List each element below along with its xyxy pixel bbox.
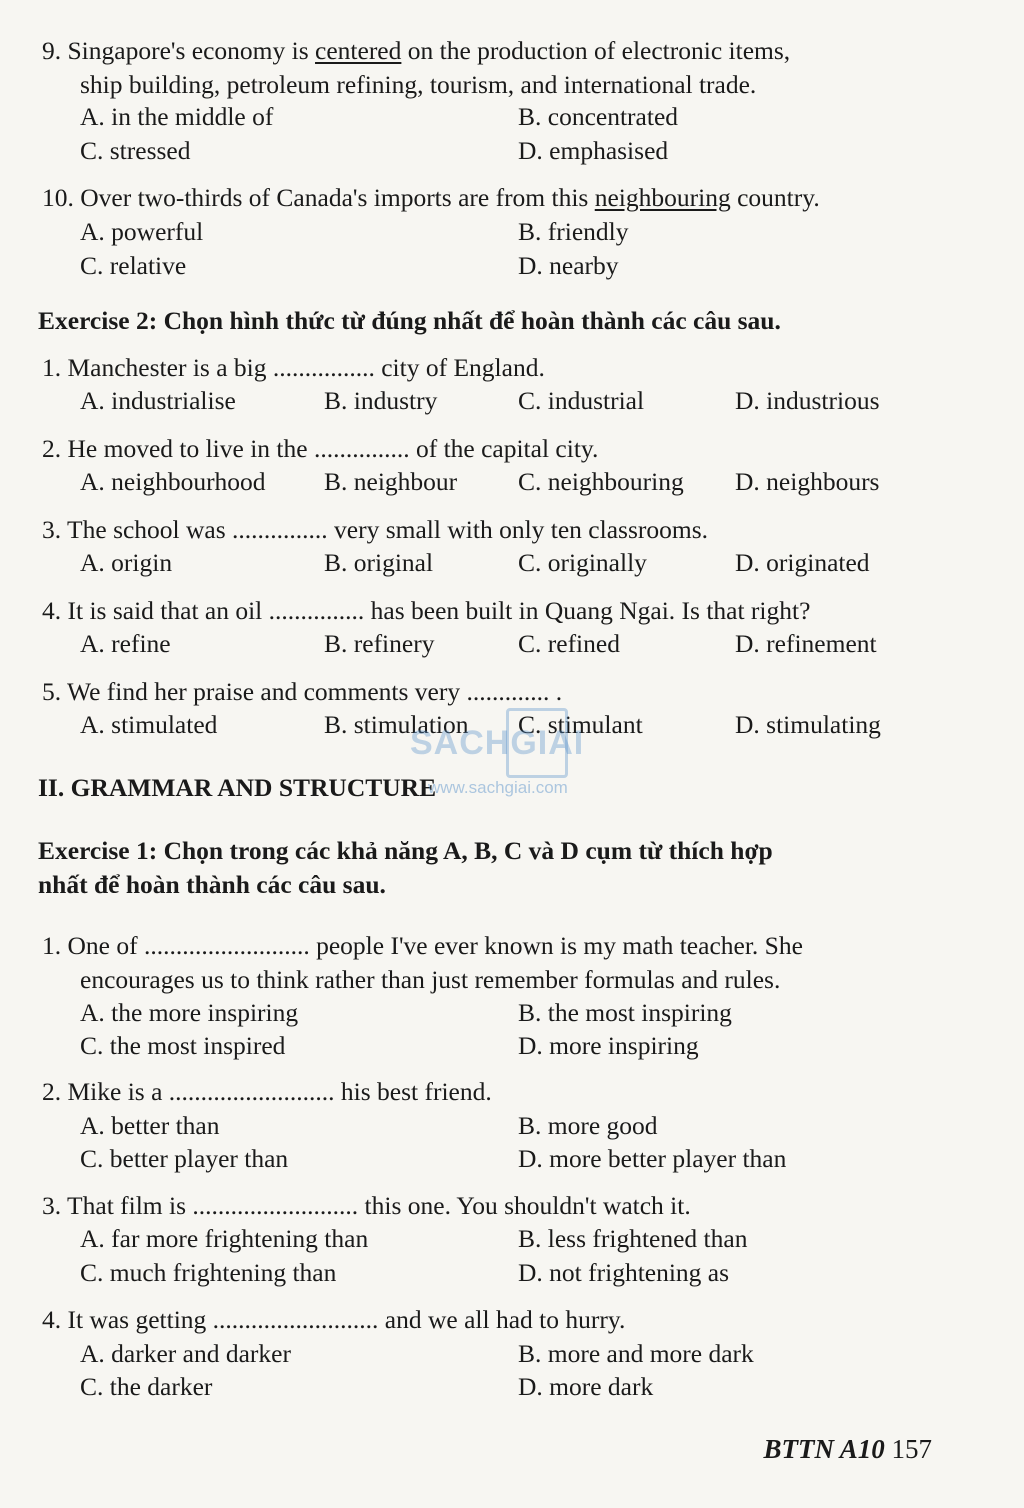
question-text: The school was ............... very small with only ten classrooms. [67, 515, 708, 544]
ex2-question-5 [42, 675, 942, 709]
option-c: C. originally [518, 548, 647, 577]
option-a: A. the more inspiring [80, 998, 299, 1027]
question-text-before: Over two-thirds of Canada's imports are from this [80, 183, 595, 212]
grammar-question-3 [42, 1189, 942, 1223]
option-c: C. relative [80, 251, 187, 280]
section-2-heading: II. GRAMMAR AND STRUCTURE [38, 773, 437, 802]
option-d: D. more better player than [518, 1144, 787, 1173]
option-d: D. more dark [518, 1372, 654, 1401]
question-number: 3. [42, 515, 62, 544]
option-c: C. stimulant [518, 710, 643, 739]
option-b: B. industry [324, 386, 438, 415]
question-number: 2. [42, 434, 62, 463]
option-d: D. emphasised [518, 136, 669, 165]
ex2-question-1 [42, 351, 942, 385]
question-text: It was getting .......................... and we all had to hurry. [67, 1305, 626, 1334]
option-a: A. in the middle of [80, 102, 274, 131]
question-text: We find her praise and comments very ............. . [67, 677, 563, 706]
option-a: A. better than [80, 1111, 220, 1140]
grammar-question-2 [42, 1075, 942, 1109]
option-c: C. industrial [518, 386, 645, 415]
option-a: A. industrialise [80, 386, 236, 415]
question-text: He moved to live in the ............... of the capital city. [67, 434, 599, 463]
option-a: A. neighbourhood [80, 467, 266, 496]
exercise-1-heading [38, 834, 773, 902]
option-b: B. original [324, 548, 434, 577]
question-number: 4. [42, 1305, 62, 1334]
option-c: C. the darker [80, 1372, 213, 1401]
question-text: Manchester is a big ................ city of England. [67, 353, 545, 382]
option-c: C. the most inspired [80, 1031, 286, 1060]
option-b: B. more and more dark [518, 1339, 754, 1368]
ex2-question-3 [42, 513, 942, 547]
option-d: D. refinement [735, 629, 877, 658]
option-a: A. stimulated [80, 710, 218, 739]
question-9 [42, 34, 942, 102]
option-d: D. stimulating [735, 710, 881, 739]
option-d: D. more inspiring [518, 1031, 699, 1060]
question-text-continued: encourages us to think rather than just remember formulas and rules. [80, 965, 781, 994]
ex2-question-4 [42, 594, 942, 628]
option-a: A. far more frightening than [80, 1224, 369, 1253]
question-text-after: country. [730, 183, 820, 212]
question-number: 2. [42, 1077, 62, 1106]
question-10 [42, 181, 942, 215]
grammar-question-4 [42, 1303, 942, 1337]
option-b: B. friendly [518, 217, 629, 246]
option-c: C. better player than [80, 1144, 289, 1173]
watermark-url: www.sachgiai.com [428, 778, 568, 797]
exercise-2-heading: Exercise 2: Chọn hình thức từ đúng nhất để hoàn thành các câu sau. [38, 306, 781, 335]
option-c: C. stressed [80, 136, 191, 165]
question-number: 10. [42, 183, 74, 212]
option-b: B. less frightened than [518, 1224, 748, 1253]
question-text: That film is .......................... this one. You shouldn't watch it. [67, 1191, 691, 1220]
question-text-before: Singapore's economy is [67, 36, 316, 65]
option-b: B. more good [518, 1111, 658, 1140]
ex2-question-2 [42, 432, 942, 466]
exercise-1-heading-line2: nhất để hoàn thành các câu sau. [38, 870, 386, 899]
question-text-after: on the production of electronic items, [401, 36, 791, 65]
question-number: 1. [42, 931, 62, 960]
question-number: 1. [42, 353, 62, 382]
option-b: B. refinery [324, 629, 435, 658]
option-b: B. the most inspiring [518, 998, 732, 1027]
underlined-word: centered [315, 36, 402, 65]
option-a: A. origin [80, 548, 173, 577]
option-b: B. stimulation [324, 710, 469, 739]
option-a: A. powerful [80, 217, 204, 246]
option-a: A. refine [80, 629, 171, 658]
question-number: 9. [42, 36, 62, 65]
option-d: D. neighbours [735, 467, 880, 496]
option-d: D. originated [735, 548, 870, 577]
question-number: 3. [42, 1191, 62, 1220]
book-code: BTTN A10 [763, 1434, 885, 1464]
option-b: B. neighbour [324, 467, 458, 496]
option-c: C. refined [518, 629, 620, 658]
option-c: C. much frightening than [80, 1258, 337, 1287]
page-footer [764, 1432, 933, 1466]
question-text: One of .......................... people I've ever known is my math teacher. She [67, 931, 803, 960]
option-c: C. neighbouring [518, 467, 684, 496]
page-number: 157 [891, 1434, 932, 1464]
option-a: A. darker and darker [80, 1339, 291, 1368]
watermark-logo-text: SACHGIAI [410, 724, 585, 762]
question-text: Mike is a .......................... his best friend. [67, 1077, 492, 1106]
question-number: 5. [42, 677, 62, 706]
question-text: It is said that an oil ............... has been built in Quang Ngai. Is that right? [67, 596, 811, 625]
question-text-continued: ship building, petroleum refining, tourism, and international trade. [80, 70, 757, 99]
option-d: D. industrious [735, 386, 880, 415]
option-b: B. concentrated [518, 102, 679, 131]
grammar-question-1 [42, 929, 942, 997]
option-d: D. nearby [518, 251, 619, 280]
underlined-word: neighbouring [594, 183, 731, 212]
option-d: D. not frightening as [518, 1258, 730, 1287]
exercise-1-heading-line1: Exercise 1: Chọn trong các khả năng A, B, C và D cụm từ thích hợp [38, 836, 773, 865]
question-number: 4. [42, 596, 62, 625]
